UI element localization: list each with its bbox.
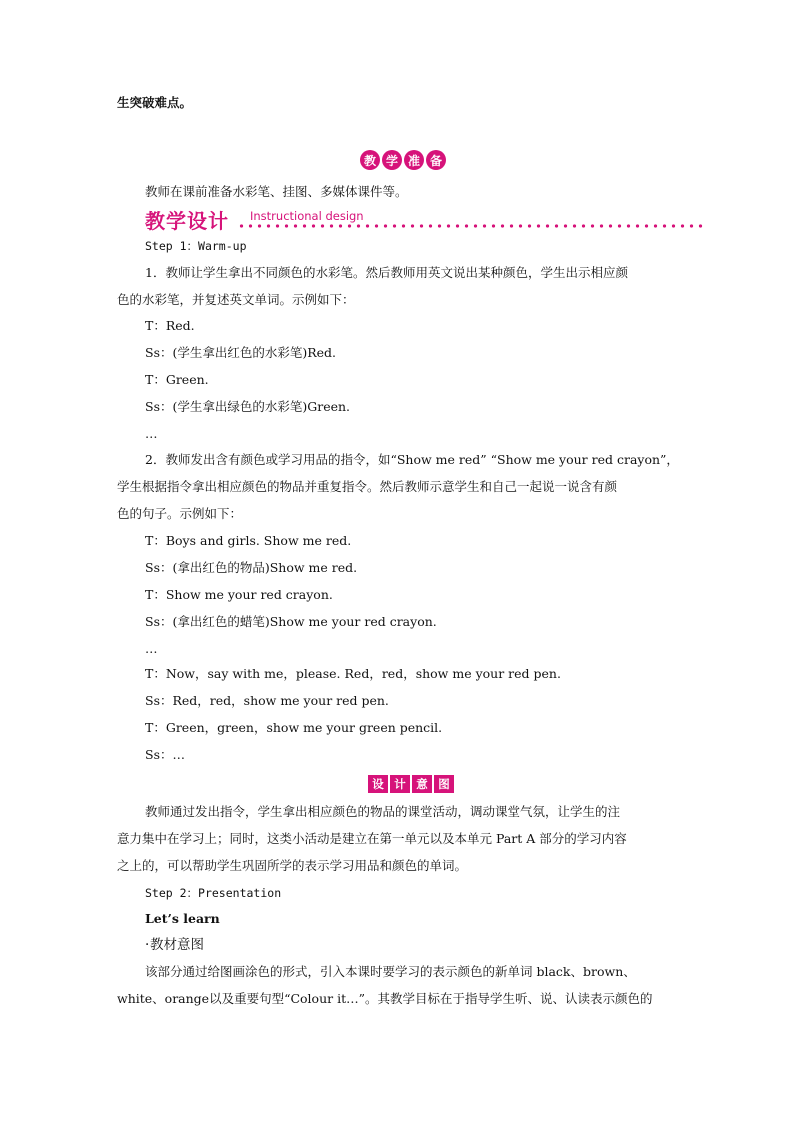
intent-badge-4: 图 (434, 775, 454, 793)
step1-p2-line3: 色的句子。示例如下： (117, 506, 243, 521)
dialog2-line: T：Green，green，show me your green pencil. (145, 720, 443, 735)
intent-line2: 意力集中在学习上；同时，这类小活动是建立在第一单元以及本单元 Part A 部分的学习内容 (117, 831, 627, 846)
dialog2-line: T：Show me your red crayon. (145, 587, 333, 602)
intent-badge-3: 意 (412, 775, 432, 793)
material-label-text: 教材意图 (150, 937, 204, 953)
intent-line3: 之上的，可以帮助学生巩固所学的表示学习用品和颜色的单词。 (117, 858, 468, 873)
prep-badge-3: 准 (404, 150, 424, 170)
intent-badge-group (368, 775, 454, 793)
prep-badge-4: 备 (426, 150, 446, 170)
intent-badge-1: 设 (368, 775, 388, 793)
dialog2-line: Ss：Red，red，show me your red pen. (145, 693, 389, 708)
dialog1-line: Ss：(学生拿出红色的水彩笔)Red. (145, 345, 337, 360)
prep-badge-2: 学 (382, 150, 402, 170)
intent-badge-2: 计 (390, 775, 410, 793)
bullet-icon: · (145, 937, 150, 953)
dialog2-line: T：Boys and girls. Show me red. (145, 533, 352, 548)
step2-line2: white、orange以及重要句型“Colour it…”。其教学目标在于指导学生听、说、认读表示颜色的 (117, 991, 653, 1006)
design-title: 教学设计 (145, 209, 229, 233)
dialog1-line: T：Green. (145, 372, 209, 387)
prep-badge-group (360, 150, 446, 170)
lets-learn-heading: Let’s learn (145, 911, 220, 926)
dialog2-line: Ss：… (145, 747, 185, 762)
step1-p1-line1: 1．教师让学生拿出不同颜色的水彩笔。然后教师用英文说出某种颜色，学生出示相应颜 (145, 265, 628, 280)
intent-line1: 教师通过发出指令，学生拿出相应颜色的物品的课堂活动，调动课堂气氛，让学生的注 (145, 804, 621, 819)
design-heading (145, 205, 710, 233)
step2-line1: 该部分通过给图画涂色的形式，引入本课时要学习的表示颜色的新单词 black、brown、 (145, 964, 636, 979)
step1-p2-line2: 学生根据指令拿出相应颜色的物品并重复指令。然后教师示意学生和自己一起说一说含有颜 (117, 479, 618, 494)
dotted-divider (237, 223, 707, 229)
dialog1-line: Ss：(学生拿出绿色的水彩笔)Green. (145, 399, 351, 414)
step1-p1-line2: 色的水彩笔，并复述英文单词。示例如下： (117, 292, 355, 307)
dialog2-line: Ss：(拿出红色的蜡笔)Show me your red crayon. (145, 614, 437, 629)
material-intent-label (145, 936, 715, 954)
step1-p2-line1: 2．教师发出含有颜色或学习用品的指令，如“Show me red” “Show me your red crayon”， (145, 452, 679, 467)
step1-heading: Step 1：Warm-up (145, 239, 247, 253)
dialog2-line: … (145, 641, 158, 656)
intro-line: 生突破难点。 (117, 95, 193, 110)
design-subtitle: Instructional design (250, 209, 364, 223)
dialog1-line: T：Red. (145, 318, 195, 333)
step2-heading: Step 2：Presentation (145, 886, 282, 900)
prep-text: 教师在课前准备水彩笔、挂图、多媒体课件等。 (145, 184, 408, 199)
dialog1-line: … (145, 426, 158, 441)
dialog2-line: Ss：(拿出红色的物品)Show me red. (145, 560, 358, 575)
dialog2-line: T：Now，say with me，please. Red，red，show me your red pen. (145, 666, 561, 681)
prep-badge-1: 教 (360, 150, 380, 170)
